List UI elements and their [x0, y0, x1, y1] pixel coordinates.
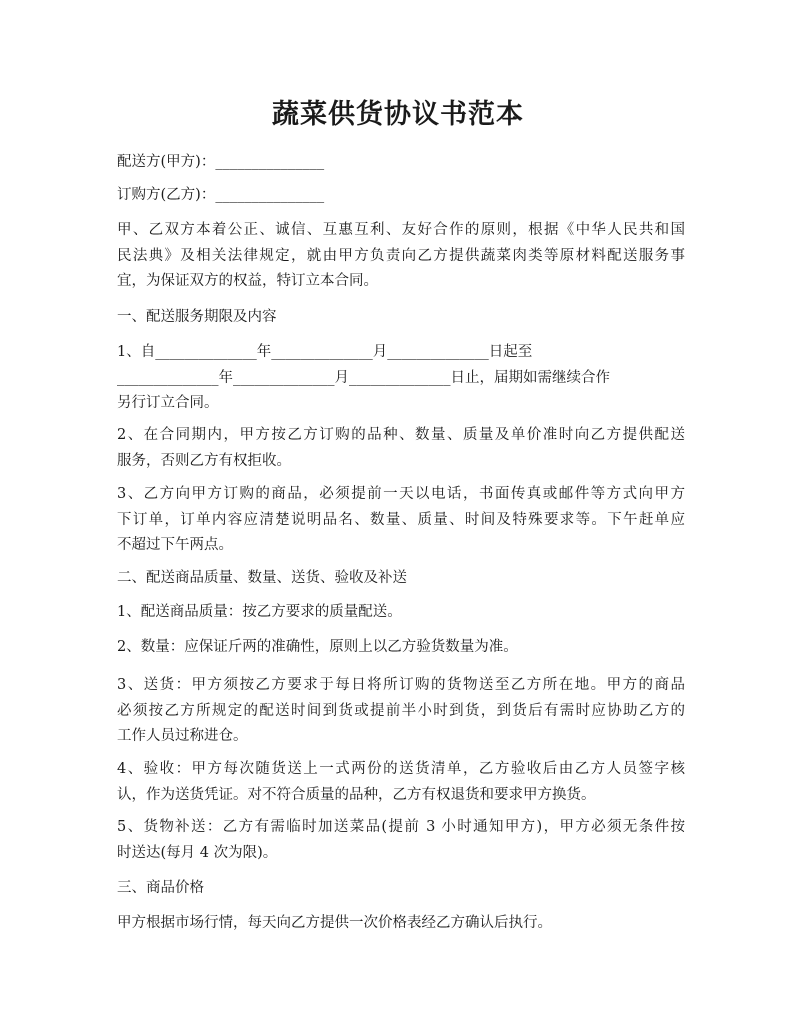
s2-item3-line-1: 3、送货：甲方须按乙方要求于每日将所订购的货物送至乙方所在地。甲方的商品	[117, 677, 685, 693]
s2-item5-line-1: 5、货物补送：乙方有需临时加送菜品(提前 3 小时通知甲方)，甲方必须无条件按	[117, 819, 685, 835]
section-1-item-2	[117, 423, 685, 474]
section-1-item-1	[117, 340, 685, 417]
party-b-line: 订购方(乙方)：_______________	[117, 187, 325, 203]
party-a-line: 配送方(甲方)：_______________	[117, 154, 325, 170]
section-1-heading: 一、配送服务期限及内容	[117, 309, 277, 325]
section-3-text: 甲方根据市场行情，每天向乙方提供一次价格表经乙方确认后执行。	[117, 915, 552, 931]
intro-line-1: 甲、乙双方本着公正、诚信、互惠互利、友好合作的原则，根据《中华人民共和国	[117, 222, 685, 238]
s1-item2-line-1: 2、在合同期内，甲方按乙方订购的品种、数量、质量及单价准时向乙方提供配送	[117, 427, 685, 443]
s1-item2-line-2: 服务，否则乙方有权拒收。	[117, 452, 291, 469]
intro-line-3: 宜，为保证双方的权益，特订立本合同。	[117, 273, 378, 289]
section-1-item-3	[117, 482, 685, 559]
s1-item3-line-1: 3、乙方向甲方订购的商品，必须提前一天以电话，书面传真或邮件等方式向甲方	[117, 486, 685, 502]
section-2-item-2: 2、数量：应保证斤两的准确性，原则上以乙方验货数量为准。	[117, 639, 518, 655]
intro-line-2: 民法典》及相关法律规定，就由甲方负责向乙方提供蔬菜肉类等原材料配送服务事	[117, 247, 685, 264]
s2-item3-line-2: 必须按乙方所规定的配送时间到货或提前半小时到货，到货后有需时应协助乙方的	[117, 702, 685, 719]
s1-item3-line-3: 不超过下午两点。	[117, 537, 233, 553]
s1-item1-line-3: 另行订立合同。	[117, 395, 219, 411]
section-2-item-3	[117, 673, 685, 750]
s2-item5-line-2: 时送达(每月 4 次为限)。	[117, 844, 278, 861]
section-2-item-1: 1、配送商品质量：按乙方要求的质量配送。	[117, 604, 402, 620]
s1-item1-line-1: 1、自______________年______________月______________日起至	[117, 344, 533, 360]
section-2-item-5	[117, 815, 685, 866]
s2-item4-line-2: 认，作为送货凭证。对不符合质量的品种，乙方有权退货和要求甲方换货。	[117, 786, 596, 803]
s2-item4-line-1: 4、验收：甲方每次随货送上一式两份的送货清单，乙方验收后由乙方人员签字核	[117, 761, 685, 777]
s1-item3-line-2: 下订单，订单内容应清楚说明品名、数量、质量、时间及特殊要求等。下午赶单应	[117, 511, 685, 528]
intro-paragraph	[117, 218, 685, 295]
section-3-heading: 三、商品价格	[117, 880, 204, 896]
s2-item3-line-3: 工作人员过称进仓。	[117, 728, 248, 744]
section-2-heading: 二、配送商品质量、数量、送货、验收及补送	[117, 570, 407, 586]
s1-item1-line-2: ______________年______________月______________日止，届期如需继续合作	[117, 369, 610, 386]
document-title: 蔬菜供货协议书范本	[272, 99, 524, 130]
section-2-item-4	[117, 757, 685, 808]
